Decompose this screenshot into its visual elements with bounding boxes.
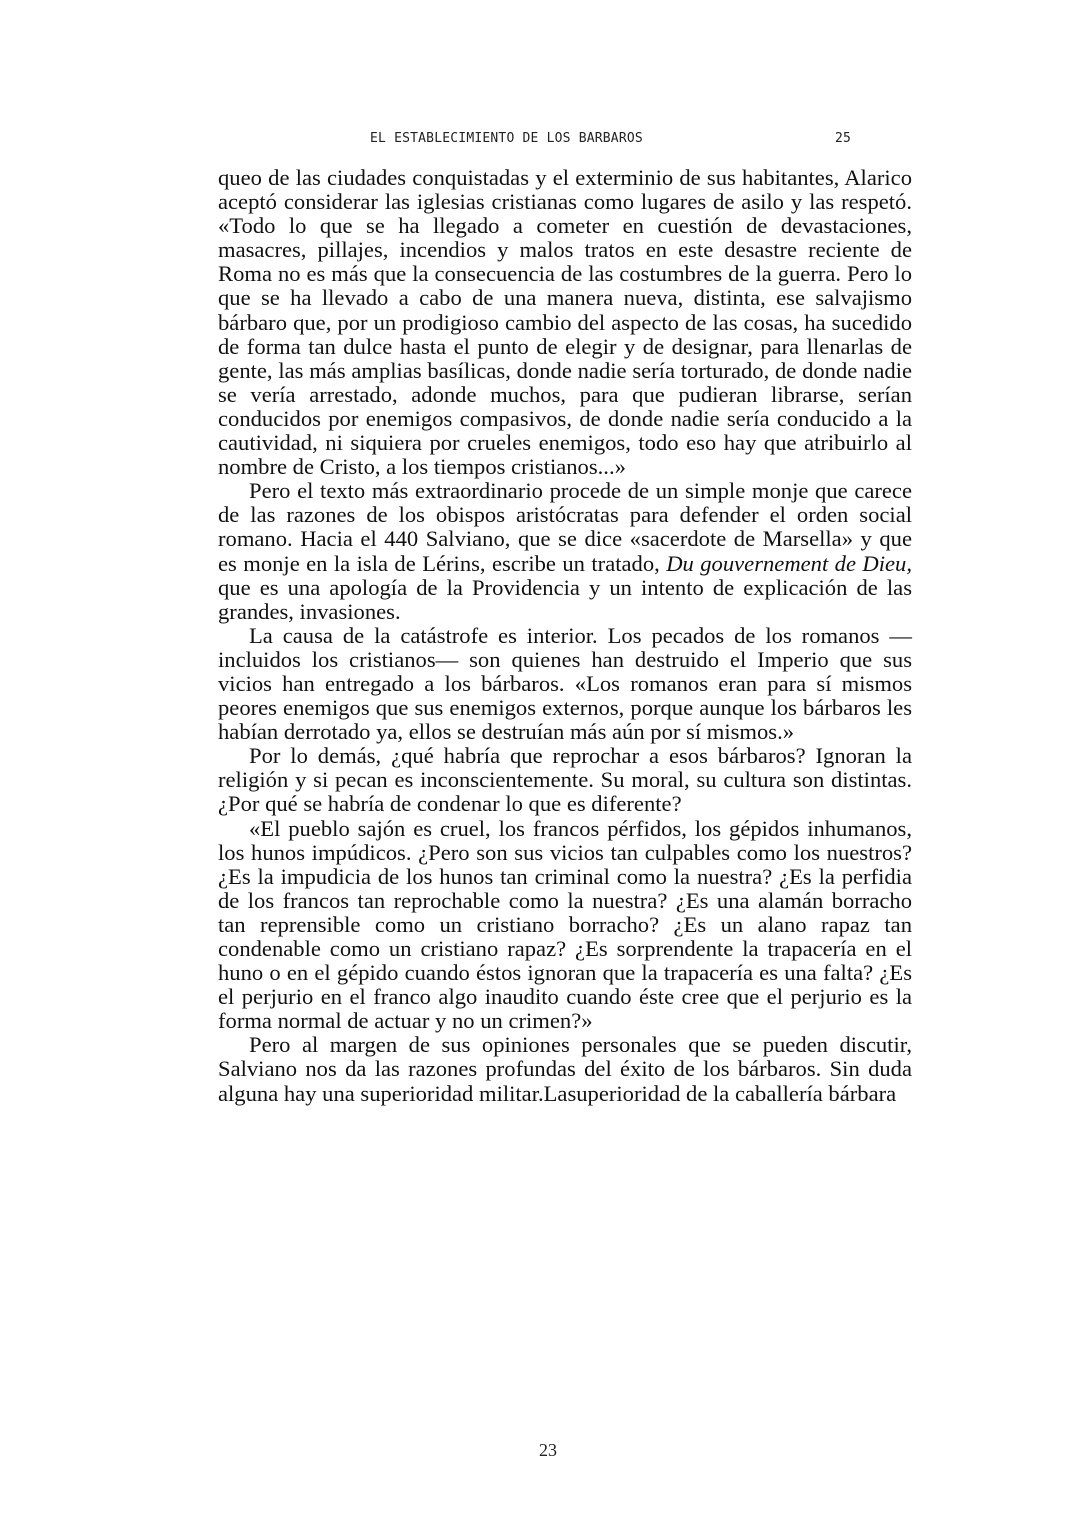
body-text	[218, 166, 912, 1106]
paragraph-3: La causa de la catástrofe es interior. Los pecados de los romanos —incluidos los cristianos— son quienes han destruido el Imperio que sus vicios han entregado a los bárbaros. «Los romanos eran para sí mismos peores enemigos que sus enemigos externos, porque aunque los bárbaros les habían derrotado ya, ellos se destruían más aún por sí mismos.»	[218, 622, 912, 745]
book-title-italic: Du gouvernement de Dieu,	[666, 550, 912, 576]
footer-page-number: 23	[539, 1440, 557, 1460]
paragraph-4: Por lo demás, ¿qué habría que reprochar a esos bárbaros? Ignoran la religión y si pecan es inconscientemente. Su moral, su cultura son distintas. ¿Por qué se habría de condenar lo que es diferente?	[218, 743, 912, 817]
paragraph-2-text-b: que es una apología de la Providencia y un intento de explicación de las grandes, invasiones.	[218, 574, 912, 624]
paragraph-2-text-a: Pero el texto más extraordinario procede de un simple monje que carece de las razones de los obispos aristócratas para defender el orden social romano. Hacia el 440 Salviano, que se dice «sacerdote de Marsella» y que es monje en la isla de Lérins, escribe un tratado,	[218, 478, 912, 576]
running-title: EL ESTABLECIMIENTO DE LOS BARBAROS	[370, 131, 643, 146]
header-page-number: 25	[835, 131, 852, 146]
paragraph-5: «El pueblo sajón es cruel, los francos pérfidos, los gépidos inhumanos, los hunos impúdicos. ¿Pero son sus vicios tan culpables como los nuestros? ¿Es la impudicia de los hunos tan criminal como la nuestra? ¿Es la perfidia de los francos tan reprochable como la nuestra? ¿Es una alamán borracho tan reprensible como un cristiano borracho? ¿Es un alano rapaz tan condenable como un cristiano rapaz? ¿Es sorprendente la trapacería en el huno o en el gépido cuando éstos ignoran que la trapacería es una falta? ¿Es el perjurio en el franco algo inaudito cuando éste cree que el perjurio es la forma normal de actuar y no un crimen?»	[218, 815, 912, 1034]
paragraph-1: queo de las ciudades conquistadas y el exterminio de sus habitantes, Alarico aceptó considerar las iglesias cristianas como lugares de asilo y las respetó. «Todo lo que se ha llegado a cometer en cuestión de devastaciones, masacres, pillajes, incendios y malos tratos en este desastre reciente de Roma no es más que la consecuencia de las costumbres de la guerra. Pero lo que se ha llevado a cabo de una manera nueva, distinta, ese salvajismo bárbaro que, por un prodigioso cambio del aspecto de las cosas, ha sucedido de forma tan dulce hasta el punto de elegir y de designar, para llenarlas de gente, las más amplias basílicas, donde nadie sería torturado, de donde nadie se vería arrestado, adonde muchos, para que pudieran librarse, serían conducidos por enemigos compasivos, de donde nadie sería conducido a la cautividad, ni siquiera por crueles enemigos, todo eso hay que atribuirlo al nombre de Cristo, a los tiempos cristianos...»	[218, 165, 912, 480]
running-header	[360, 131, 860, 151]
paragraph-6: Pero al margen de sus opiniones personales que se pueden discutir, Salviano nos da las razones profundas del éxito de los bárbaros. Sin duda alguna hay una superioridad militar.Lasuperioridad de la caballería bárbara	[218, 1032, 912, 1106]
paragraph-2	[218, 479, 912, 624]
